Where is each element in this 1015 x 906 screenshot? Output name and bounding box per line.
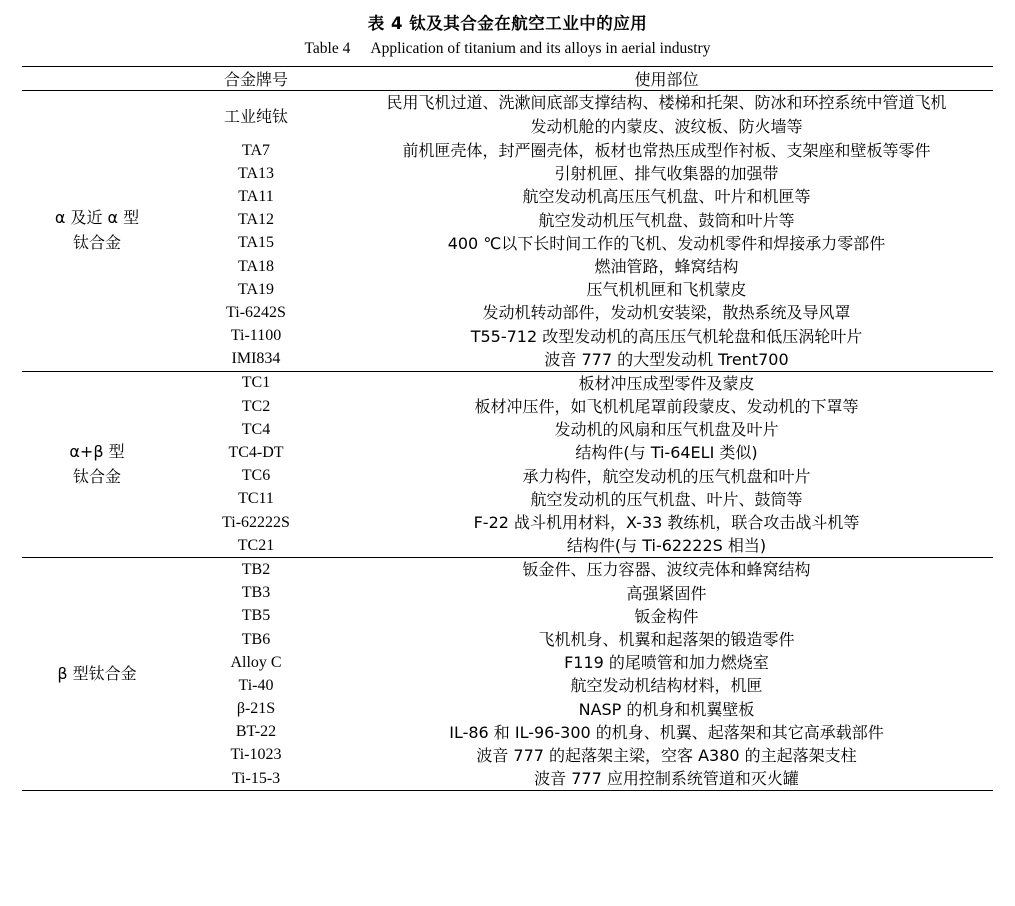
usage-text: 航空发动机的压气机盘、叶片、鼓筒等 [530, 489, 803, 509]
alloy-name: TB5 [241, 607, 271, 625]
table-title-chinese: 表 4 钛及其合金在航空工业中的应用 [367, 14, 648, 33]
usage-text [340, 91, 993, 140]
alloy-name: TA11 [238, 187, 274, 205]
usage-text: IL-86 和 IL-96-300 的机身、机翼、起落架和其它高承载部件 [449, 722, 884, 742]
table-row [22, 558, 993, 582]
usage-line: 民用飞机过道、洗漱间底部支撑结构、楼梯和托架、防冰和环控系统中管道飞机 [386, 93, 947, 112]
usage-text: 波音 777 应用控制系统管道和灭火罐 [534, 769, 799, 789]
usage-text: 发动机的风扇和压气机盘及叶片 [554, 420, 779, 440]
group-label-alpha [22, 91, 172, 372]
alloy-name: TC11 [238, 490, 274, 508]
header-blank [22, 67, 172, 91]
usage-text: 燃油管路，蜂窝结构 [594, 256, 739, 276]
usage-text: F-22 战斗机用材料，X-33 教练机，联合攻击战斗机等 [473, 513, 860, 532]
alloy-name: Ti-62222S [222, 513, 290, 531]
table-title-english-label: Table 4 [304, 40, 351, 57]
group-label-beta [22, 558, 172, 791]
table-header-row [22, 67, 993, 91]
alloy-name: β-21S [236, 700, 276, 718]
group-label-alpha-beta [22, 371, 172, 558]
alloy-name: Ti-1100 [230, 327, 282, 345]
alloy-name: TA18 [237, 257, 275, 275]
usage-text: 发动机转动部件，发动机安装梁，散热系统及导风罩 [482, 303, 851, 323]
group-label-alpha-line1: α 及近 α 型 [54, 208, 140, 228]
alloy-name: IMI834 [231, 350, 281, 368]
table-title-english-text: Application of titanium and its alloys in aerial industry [370, 40, 711, 57]
alloy-name: Ti-15-3 [231, 769, 281, 787]
alloy-name: Alloy C [230, 653, 282, 671]
table-row [22, 371, 993, 395]
alloy-name: BT-22 [235, 723, 277, 741]
header-alloy-grade: 合金牌号 [172, 67, 340, 91]
usage-text: 波音 777 的起落架主梁，空客 A380 的主起落架支柱 [476, 745, 857, 765]
usage-text: 航空发动机高压压气机盘、叶片和机匣等 [522, 187, 811, 207]
usage-text: 压气机机匣和飞机蒙皮 [586, 280, 747, 300]
usage-text: 前机匣壳体，封严圈壳体，板材也常热压成型作衬板、支架座和壁板等零件 [402, 141, 931, 160]
alloy-name: 工业纯钛 [223, 108, 288, 126]
group-label-alpha-beta-line1: α+β 型 [69, 441, 125, 461]
alloy-name: Ti-1023 [230, 746, 282, 764]
usage-text: 飞机机身、机翼和起落架的锻造零件 [538, 629, 795, 649]
usage-text: 结构件(与 Ti-64ELI 类似) [575, 443, 758, 463]
usage-text: 400 ℃以下长时间工作的飞机、发动机零件和焊接承力零部件 [447, 233, 886, 253]
usage-text: 板材冲压件，如飞机机尾罩前段蒙皮、发动机的下罩等 [474, 397, 859, 417]
alloy-name: TA7 [241, 141, 271, 159]
alloy-name: TB6 [241, 630, 271, 648]
header-usage-part: 使用部位 [340, 67, 993, 91]
usage-line: 发动机舱的内蒙皮、波纹板、防火墙等 [530, 117, 803, 136]
alloy-name: TC1 [172, 371, 340, 395]
usage-text: 承力构件，航空发动机的压气机盘和叶片 [522, 466, 811, 486]
alloy-name: TA13 [237, 164, 275, 182]
table-bottom-rule [22, 791, 993, 792]
usage-text: 高强紧固件 [626, 583, 707, 603]
group-label-alpha-beta-line2: 钛合金 [72, 466, 121, 486]
alloy-name: TA12 [237, 211, 275, 229]
usage-text: 板材冲压成型零件及蒙皮 [340, 371, 993, 395]
usage-text: 引射机匣、排气收集器的加强带 [554, 164, 779, 184]
usage-text: T55-712 改型发动机的高压压气机轮盘和低压涡轮叶片 [470, 326, 863, 346]
group-label-beta-line1: β 型钛合金 [57, 663, 137, 683]
table-row [22, 91, 993, 140]
usage-text: 波音 777 的大型发动机 Trent700 [544, 349, 789, 369]
alloy-name: TC4-DT [228, 444, 284, 462]
alloy-name: TB2 [172, 558, 340, 582]
alloy-name: TA19 [237, 280, 275, 298]
alloy-name: TC2 [241, 397, 271, 415]
alloy-application-table [22, 66, 993, 791]
table-title-english [22, 40, 993, 58]
alloy-name: TA15 [237, 234, 275, 252]
alloy-name: TC21 [237, 536, 275, 554]
usage-text: 结构件(与 Ti-62222S 相当) [566, 536, 767, 556]
usage-text: NASP 的机身和机翼壁板 [578, 699, 755, 719]
usage-text: 航空发动机结构材料，机匣 [570, 676, 763, 696]
usage-text: 航空发动机压气机盘、鼓筒和叶片等 [538, 210, 795, 230]
usage-text: 钣金件、压力容器、波纹壳体和蜂窝结构 [340, 558, 993, 582]
alloy-name: Ti-40 [238, 676, 274, 694]
group-label-alpha-line2: 钛合金 [72, 232, 121, 252]
usage-text: 钣金构件 [634, 606, 699, 626]
alloy-name: Ti-6242S [226, 303, 286, 321]
alloy-name: TC6 [241, 467, 271, 485]
alloy-name: TB3 [241, 584, 271, 602]
alloy-name: TC4 [241, 420, 271, 438]
usage-text: F119 的尾喷管和加力燃烧室 [564, 653, 769, 673]
